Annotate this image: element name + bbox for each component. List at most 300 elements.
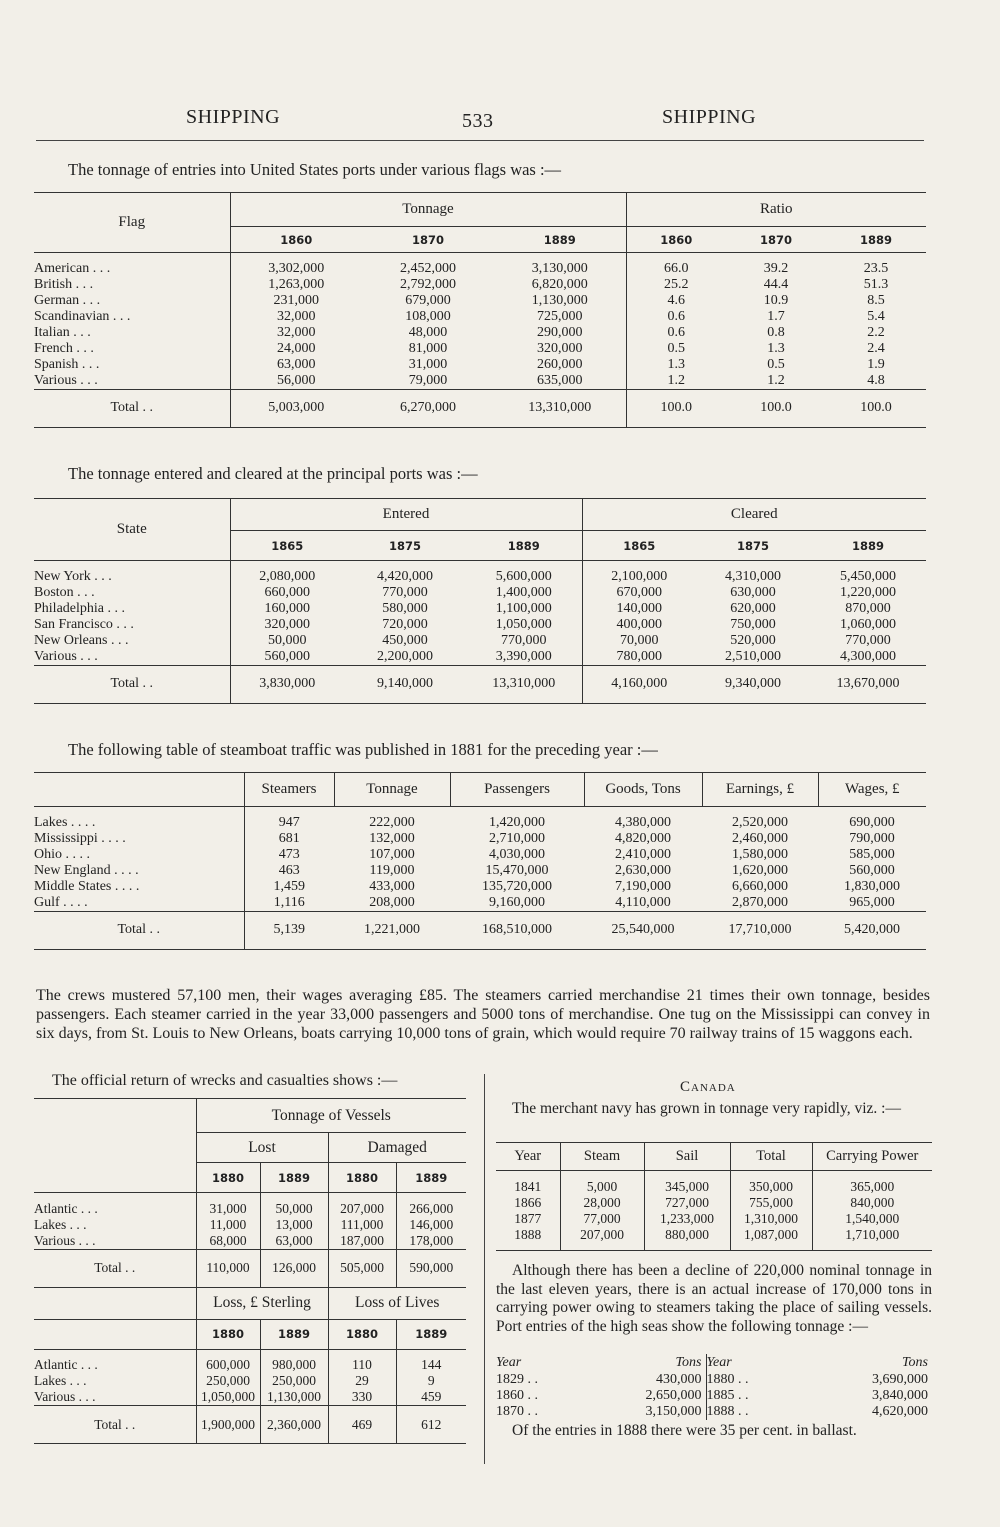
table-row bbox=[34, 633, 926, 649]
steam-cell: 4,110,000 bbox=[615, 894, 671, 910]
wrecks-lives-cell: 459 bbox=[396, 1389, 466, 1406]
flags-row-label: Italian . . . bbox=[34, 324, 91, 340]
flags-cell: 1.3 bbox=[767, 340, 785, 356]
ports-cell: 2,510,000 bbox=[725, 648, 781, 664]
flags-total-cell: 13,310,000 bbox=[528, 400, 592, 415]
wrecks-sub-lost: Lost bbox=[196, 1133, 328, 1163]
flags-row-label: Scandinavian . . . bbox=[34, 308, 131, 324]
ports-cell: 1,220,000 bbox=[840, 584, 896, 600]
entries-col-header: Tons bbox=[675, 1355, 702, 1370]
ports-table bbox=[34, 498, 926, 704]
wrecks-lives-total-cell: 612 bbox=[396, 1406, 466, 1444]
flags-cell: 81,000 bbox=[408, 340, 448, 356]
entries-cell: 4,620,000 bbox=[872, 1404, 928, 1419]
canada-cell: 840,000 bbox=[812, 1195, 932, 1211]
canada-cell: 1866 bbox=[514, 1194, 542, 1210]
flags-row-label: German . . . bbox=[34, 292, 101, 308]
column-divider bbox=[484, 1074, 485, 1464]
canada-cell: 5,000 bbox=[560, 1171, 644, 1195]
table-row bbox=[496, 1404, 932, 1420]
table-row bbox=[34, 561, 926, 585]
wrecks-total-cell: 590,000 bbox=[396, 1249, 466, 1287]
table-row bbox=[34, 1389, 466, 1406]
flags-cell: 0.8 bbox=[767, 324, 785, 340]
flags-total-cell: 100.0 bbox=[860, 400, 892, 415]
flags-cell: 79,000 bbox=[408, 372, 448, 388]
flags-cell: 2.2 bbox=[867, 324, 885, 340]
ports-group-entered: Entered bbox=[230, 499, 582, 531]
steam-cell: 222,000 bbox=[369, 814, 415, 830]
flags-cell: 3,130,000 bbox=[531, 260, 588, 276]
flags-cell: 2.4 bbox=[867, 340, 885, 356]
table-row bbox=[34, 831, 926, 847]
steam-cell: 1,830,000 bbox=[844, 878, 900, 894]
canada-cell: 1,087,000 bbox=[730, 1227, 812, 1251]
canada-intro: The merchant navy has grown in tonnage very rapidly, viz. :— bbox=[512, 1100, 901, 1117]
table-row bbox=[34, 863, 926, 879]
flags-cell: 32,000 bbox=[230, 325, 362, 341]
flags-cell: 4.8 bbox=[867, 372, 885, 388]
steam-table bbox=[34, 772, 926, 950]
flags-cell: 6,820,000 bbox=[531, 276, 588, 292]
canada-col-header: Steam bbox=[560, 1143, 644, 1171]
table-row bbox=[496, 1171, 932, 1195]
flags-cell: 231,000 bbox=[230, 293, 362, 309]
entries-cell: 430,000 bbox=[656, 1372, 702, 1387]
ports-cell: 780,000 bbox=[582, 649, 696, 666]
canada-cell: 207,000 bbox=[560, 1227, 644, 1251]
flags-intro: The tonnage of entries into United States ports under various flags was :— bbox=[68, 160, 562, 179]
wrecks-lives-row-label: Atlantic . . . bbox=[34, 1357, 98, 1372]
table-row bbox=[496, 1388, 932, 1404]
canada-col-header: Sail bbox=[644, 1143, 730, 1171]
steam-cell: 119,000 bbox=[369, 862, 415, 878]
steam-cell: 681 bbox=[244, 831, 334, 847]
ports-cell: 560,000 bbox=[230, 649, 344, 666]
steam-col-header: Passengers bbox=[450, 773, 584, 807]
steam-cell: 208,000 bbox=[369, 894, 415, 910]
wrecks-total-label: Total . . bbox=[94, 1260, 136, 1275]
ports-cell: 770,000 bbox=[845, 632, 891, 648]
steam-cell: 15,470,000 bbox=[485, 862, 549, 878]
page-number: 533 bbox=[462, 110, 494, 132]
table-row bbox=[34, 1349, 466, 1373]
ports-cell: 770,000 bbox=[501, 632, 547, 648]
table-row bbox=[34, 253, 926, 277]
flags-year-header: 1889 bbox=[859, 232, 892, 247]
total-row bbox=[34, 1406, 466, 1444]
ports-total-cell: 9,140,000 bbox=[377, 676, 433, 691]
wrecks-group: Tonnage of Vessels bbox=[196, 1099, 466, 1133]
table-row bbox=[496, 1211, 932, 1227]
table-row bbox=[34, 807, 926, 831]
wrecks-lives-total-label: Total . . bbox=[94, 1416, 136, 1432]
ports-cell: 720,000 bbox=[382, 616, 428, 632]
ports-cell: 140,000 bbox=[582, 601, 696, 617]
steam-row-label: New England . . . . bbox=[34, 862, 139, 878]
table-row bbox=[34, 1193, 466, 1217]
steam-cell: 135,720,000 bbox=[482, 878, 552, 894]
steam-cell: 2,870,000 bbox=[732, 894, 788, 910]
wrecks-sub-loss-lives: Loss of Lives bbox=[328, 1287, 466, 1319]
wrecks-cell: 111,000 bbox=[328, 1217, 396, 1233]
steam-cell: 1,116 bbox=[244, 895, 334, 912]
canada-cell: 1888 bbox=[514, 1226, 542, 1242]
flags-cell: 56,000 bbox=[230, 373, 362, 390]
canada-cell: 727,000 bbox=[644, 1195, 730, 1211]
ports-cell: 400,000 bbox=[582, 617, 696, 633]
steam-cell: 1,459 bbox=[244, 879, 334, 895]
flags-cell: 31,000 bbox=[408, 356, 448, 372]
table-row bbox=[34, 879, 926, 895]
steam-cell: 2,710,000 bbox=[489, 830, 545, 846]
ports-group-cleared: Cleared bbox=[582, 499, 926, 531]
ports-row-label: New York . . . bbox=[34, 568, 112, 584]
canada-cell: 365,000 bbox=[812, 1171, 932, 1195]
wrecks-row-label: Atlantic . . . bbox=[34, 1200, 98, 1216]
page-header bbox=[0, 106, 1000, 136]
total-row bbox=[34, 911, 926, 949]
steam-intro: The following table of steamboat traffic was published in 1881 for the preceding year :— bbox=[68, 740, 658, 759]
flags-cell: 1.2 bbox=[767, 372, 785, 388]
steam-cell: 463 bbox=[244, 863, 334, 879]
ports-total-cell: 13,310,000 bbox=[492, 676, 556, 691]
flags-cell: 2,452,000 bbox=[400, 260, 456, 276]
wrecks-lives-cell: 980,000 bbox=[260, 1349, 328, 1373]
wrecks-total-cell: 126,000 bbox=[260, 1249, 328, 1287]
steam-cell: 4,380,000 bbox=[615, 814, 671, 830]
steam-cell: 1,420,000 bbox=[489, 814, 545, 830]
ports-cell: 520,000 bbox=[730, 632, 776, 648]
wrecks-lives-cell: 1,050,000 bbox=[196, 1389, 260, 1406]
flags-cell: 260,000 bbox=[537, 356, 583, 372]
canada-title: Canada bbox=[680, 1079, 736, 1095]
wrecks-year-header: 1880 bbox=[196, 1163, 260, 1193]
flags-cell: 2,792,000 bbox=[400, 276, 456, 292]
table-row bbox=[34, 1217, 466, 1233]
entries-cell: 1870 . . bbox=[496, 1404, 538, 1419]
steam-col-header: Wages, £ bbox=[818, 773, 926, 807]
steam-cell: 2,520,000 bbox=[732, 814, 788, 830]
wrecks-lives-cell: 250,000 bbox=[196, 1373, 260, 1389]
wrecks-cell: 50,000 bbox=[260, 1193, 328, 1217]
flags-row-label: American . . . bbox=[34, 260, 111, 276]
steam-cell: 2,630,000 bbox=[615, 862, 671, 878]
table-row bbox=[34, 847, 926, 863]
steam-total-label: Total . . bbox=[117, 922, 161, 937]
ports-cell: 4,310,000 bbox=[725, 568, 781, 584]
wrecks-cell: 187,000 bbox=[328, 1233, 396, 1250]
flags-cell: 25.2 bbox=[626, 277, 726, 293]
wrecks-lives-cell: 600,000 bbox=[196, 1349, 260, 1373]
table-row bbox=[34, 341, 926, 357]
flags-cell: 51.3 bbox=[863, 276, 889, 292]
ports-cell: 1,400,000 bbox=[495, 584, 552, 600]
ports-cell: 70,000 bbox=[582, 633, 696, 649]
table-row bbox=[34, 293, 926, 309]
wrecks-lives-cell: 1,130,000 bbox=[260, 1389, 328, 1406]
ports-total-cell: 3,830,000 bbox=[230, 665, 344, 703]
flags-year-header: 1860 bbox=[230, 227, 362, 253]
steam-total-cell: 5,420,000 bbox=[844, 922, 900, 937]
ports-cell: 580,000 bbox=[382, 600, 428, 616]
wrecks-lives-cell: 144 bbox=[396, 1349, 466, 1373]
ports-year-header: 1865 bbox=[230, 531, 344, 561]
ports-cell: 870,000 bbox=[845, 600, 891, 616]
table-row bbox=[34, 649, 926, 666]
canada-cell: 345,000 bbox=[644, 1171, 730, 1195]
table-row bbox=[34, 1373, 466, 1389]
canada-closing: Of the entries in 1888 there were 35 per cent. in ballast. bbox=[512, 1422, 857, 1439]
steam-cell: 1,620,000 bbox=[732, 862, 788, 878]
wrecks-lives-year-header: 1889 bbox=[260, 1319, 328, 1349]
steam-col-header: Tonnage bbox=[334, 773, 450, 807]
entries-cell: 2,650,000 bbox=[645, 1388, 702, 1403]
entries-cell: 1880 . . bbox=[706, 1372, 786, 1388]
steam-col-header: Earnings, £ bbox=[702, 773, 818, 807]
flags-total-label: Total . . bbox=[110, 400, 154, 415]
flags-cell: 320,000 bbox=[537, 340, 583, 356]
table-row bbox=[34, 617, 926, 633]
wrecks-lives-row-label: Various . . . bbox=[34, 1389, 96, 1404]
flags-table bbox=[34, 192, 926, 428]
table-row bbox=[34, 895, 926, 912]
wrecks-sub-loss-sterling: Loss, £ Sterling bbox=[196, 1287, 328, 1319]
table-row bbox=[34, 309, 926, 325]
wrecks-lives-cell: 250,000 bbox=[260, 1373, 328, 1389]
steam-cell: 965,000 bbox=[849, 894, 895, 910]
table-row bbox=[34, 1233, 466, 1250]
ports-row-label: San Francisco . . . bbox=[34, 616, 134, 632]
ports-cell: 1,100,000 bbox=[495, 600, 552, 616]
ports-year-header: 1865 bbox=[582, 531, 696, 561]
wrecks-corner bbox=[34, 1319, 196, 1349]
wrecks-lives-total-cell: 2,360,000 bbox=[260, 1406, 328, 1444]
wrecks-total-cell: 110,000 bbox=[196, 1249, 260, 1287]
ports-cell: 4,300,000 bbox=[840, 648, 896, 664]
ports-year-header: 1875 bbox=[736, 538, 769, 553]
flags-cell: 0.5 bbox=[626, 341, 726, 357]
steam-total-cell: 17,710,000 bbox=[728, 922, 792, 937]
steam-col-header: Goods, Tons bbox=[584, 773, 702, 807]
ports-total-cell: 9,340,000 bbox=[725, 676, 781, 691]
wrecks-cell: 146,000 bbox=[396, 1217, 466, 1233]
steam-total-cell: 1,221,000 bbox=[364, 922, 420, 937]
table-row bbox=[34, 357, 926, 373]
table-row bbox=[34, 601, 926, 617]
steam-col-header: Steamers bbox=[244, 773, 334, 807]
steam-cell: 2,410,000 bbox=[615, 846, 671, 862]
wrecks-year-header: 1880 bbox=[328, 1163, 396, 1193]
flags-total-cell: 100.0 bbox=[626, 389, 726, 427]
ports-cell: 50,000 bbox=[230, 633, 344, 649]
wrecks-cell: 31,000 bbox=[196, 1193, 260, 1217]
crews-paragraph: The crews mustered 57,100 men, their wages averaging £85. The steamers carried merchandise 21 times their own tonnage, besides passengers. Each steamer carried in the year 33,000 passengers and 5000 tons of merchandise. One tug on the Mississippi can convey in six days, from St. Louis to New Orleans, boats carrying 10,000 tons of grain, which would require 70 railway trains of 15 waggons each. bbox=[36, 987, 930, 1042]
flags-total-cell: 5,003,000 bbox=[230, 389, 362, 427]
canada-cell: 1841 bbox=[514, 1178, 542, 1194]
steam-cell: 6,660,000 bbox=[732, 878, 788, 894]
flags-row-label: French . . . bbox=[34, 340, 94, 356]
steam-row-label: Middle States . . . . bbox=[34, 878, 140, 894]
steam-row-label: Gulf . . . . bbox=[34, 894, 88, 910]
ports-year-header: 1889 bbox=[507, 538, 540, 553]
canada-cell: 1,233,000 bbox=[644, 1211, 730, 1227]
header-right: SHIPPING bbox=[662, 106, 757, 128]
ports-cell: 320,000 bbox=[230, 617, 344, 633]
entries-col-header: Year bbox=[496, 1355, 522, 1370]
flags-cell: 10.9 bbox=[763, 292, 789, 308]
steam-row-label: Ohio . . . . bbox=[34, 846, 90, 862]
wrecks-year-header: 1889 bbox=[260, 1163, 328, 1193]
wrecks-cell: 68,000 bbox=[196, 1233, 260, 1250]
canada-cell: 28,000 bbox=[560, 1195, 644, 1211]
ports-cell: 2,080,000 bbox=[230, 561, 344, 585]
flags-cell: 1,263,000 bbox=[230, 277, 362, 293]
flags-cell: 290,000 bbox=[537, 324, 583, 340]
canada-col-header: Year bbox=[514, 1148, 542, 1164]
wrecks-total-cell: 505,000 bbox=[328, 1249, 396, 1287]
canada-paragraph: Although there has been a decline of 220,000 nominal tonnage in the last eleven years, there is an actual increase of 170,000 tons in carrying power owing to steamers taking the place of sailing vessels. Port entries of the high seas show the following tonnage :— bbox=[496, 1262, 932, 1335]
ports-cell: 5,600,000 bbox=[495, 568, 552, 584]
canada-cell: 77,000 bbox=[560, 1211, 644, 1227]
ports-total-label: Total . . bbox=[110, 676, 154, 691]
flags-row-label: Spanish . . . bbox=[34, 356, 100, 372]
steam-cell: 690,000 bbox=[849, 814, 895, 830]
total-row bbox=[34, 389, 926, 427]
wrecks-lives-year-header: 1880 bbox=[196, 1319, 260, 1349]
ports-year-header: 1889 bbox=[851, 538, 884, 553]
canada-col-header: Carrying Power bbox=[812, 1143, 932, 1171]
flags-cell: 108,000 bbox=[405, 308, 451, 324]
wrecks-cell: 207,000 bbox=[328, 1193, 396, 1217]
ports-cell: 660,000 bbox=[230, 585, 344, 601]
wrecks-lives-total-cell: 469 bbox=[328, 1406, 396, 1444]
entries-cell: 1860 . . bbox=[496, 1388, 538, 1403]
wrecks-row-label: Various . . . bbox=[34, 1232, 96, 1248]
wrecks-sub-damaged: Damaged bbox=[328, 1133, 466, 1163]
ports-cell: 160,000 bbox=[230, 601, 344, 617]
canada-col-header: Total bbox=[730, 1143, 812, 1171]
flags-row-label: Various . . . bbox=[34, 372, 98, 388]
ports-cell: 4,420,000 bbox=[377, 568, 433, 584]
entries-cell: 1888 . . bbox=[706, 1404, 786, 1420]
flags-cell: 1.9 bbox=[867, 356, 885, 372]
flags-cell: 3,302,000 bbox=[230, 253, 362, 277]
flags-year-header: 1889 bbox=[543, 232, 576, 247]
flags-col-label: Flag bbox=[118, 214, 146, 230]
table-row bbox=[496, 1195, 932, 1211]
flags-cell: 48,000 bbox=[408, 324, 448, 340]
steam-cell: 4,030,000 bbox=[489, 846, 545, 862]
ports-cell: 770,000 bbox=[382, 584, 428, 600]
entries-cell: 1885 . . bbox=[706, 1388, 786, 1404]
steam-cell: 947 bbox=[244, 807, 334, 831]
ports-intro: The tonnage entered and cleared at the principal ports was :— bbox=[68, 464, 478, 483]
steam-row-label: Mississippi . . . . bbox=[34, 830, 126, 846]
canada-entries-table bbox=[496, 1354, 932, 1420]
steam-total-cell: 168,510,000 bbox=[482, 922, 552, 937]
flags-cell: 1.7 bbox=[767, 308, 785, 324]
ports-row-label: Boston . . . bbox=[34, 584, 95, 600]
flags-cell: 44.4 bbox=[763, 276, 789, 292]
ports-cell: 670,000 bbox=[582, 585, 696, 601]
ports-cell: 1,060,000 bbox=[840, 616, 896, 632]
wrecks-cell: 266,000 bbox=[396, 1193, 466, 1217]
steam-cell: 107,000 bbox=[369, 846, 415, 862]
flags-cell: 679,000 bbox=[405, 292, 451, 308]
canada-cell: 1,310,000 bbox=[730, 1211, 812, 1227]
canada-table bbox=[496, 1142, 932, 1251]
entries-cell: 3,150,000 bbox=[645, 1404, 702, 1419]
wrecks-lives-year-header: 1889 bbox=[396, 1319, 466, 1349]
flags-cell: 63,000 bbox=[230, 357, 362, 373]
flags-total-cell: 100.0 bbox=[760, 400, 792, 415]
ports-cell: 750,000 bbox=[730, 616, 776, 632]
steam-total-cell: 25,540,000 bbox=[611, 922, 675, 937]
flags-cell: 24,000 bbox=[230, 341, 362, 357]
ports-col-label: State bbox=[116, 521, 147, 537]
wrecks-cell: 178,000 bbox=[396, 1233, 466, 1250]
steam-cell: 473 bbox=[244, 847, 334, 863]
ports-total-cell: 13,670,000 bbox=[836, 676, 900, 691]
steam-cell: 1,580,000 bbox=[732, 846, 788, 862]
steam-cell: 585,000 bbox=[849, 846, 895, 862]
table-row bbox=[34, 325, 926, 341]
total-row bbox=[34, 1249, 466, 1287]
entries-cell: 1829 . . bbox=[496, 1372, 538, 1387]
canada-cell: 880,000 bbox=[644, 1227, 730, 1251]
table-row bbox=[496, 1372, 932, 1388]
table-row bbox=[34, 373, 926, 390]
wrecks-cell: 11,000 bbox=[196, 1217, 260, 1233]
entries-col-header: Year bbox=[706, 1354, 786, 1372]
header-left: SHIPPING bbox=[186, 106, 281, 128]
canada-cell: 1,540,000 bbox=[812, 1211, 932, 1227]
ports-row-label: Philadelphia . . . bbox=[34, 600, 125, 616]
ports-cell: 3,390,000 bbox=[495, 648, 552, 664]
flags-cell: 23.5 bbox=[863, 260, 889, 276]
wrecks-lives-total-cell: 1,900,000 bbox=[196, 1406, 260, 1444]
flags-cell: 0.6 bbox=[626, 309, 726, 325]
wrecks-cell: 13,000 bbox=[260, 1217, 328, 1233]
table-row bbox=[34, 277, 926, 293]
wrecks-lives-cell: 330 bbox=[328, 1389, 396, 1406]
canada-cell: 1,710,000 bbox=[812, 1227, 932, 1251]
wrecks-lives-cell: 29 bbox=[328, 1373, 396, 1389]
flags-group-tonnage: Tonnage bbox=[230, 193, 626, 227]
steam-total-cell: 5,139 bbox=[244, 911, 334, 949]
ports-cell: 620,000 bbox=[730, 600, 776, 616]
wrecks-cell: 63,000 bbox=[260, 1233, 328, 1250]
steam-cell: 560,000 bbox=[849, 862, 895, 878]
ports-cell: 630,000 bbox=[730, 584, 776, 600]
flags-year-header: 1860 bbox=[626, 227, 726, 253]
entries-col-header: Tons bbox=[902, 1355, 928, 1370]
flags-cell: 635,000 bbox=[537, 372, 583, 388]
ports-row-label: Various . . . bbox=[34, 648, 98, 664]
flags-cell: 1.3 bbox=[626, 357, 726, 373]
ports-cell: 2,100,000 bbox=[582, 561, 696, 585]
wrecks-lives-year-header: 1880 bbox=[328, 1319, 396, 1349]
steam-cell: 132,000 bbox=[369, 830, 415, 846]
flags-total-cell: 6,270,000 bbox=[400, 400, 456, 415]
flags-cell: 1.2 bbox=[626, 373, 726, 390]
flags-row-label: British . . . bbox=[34, 276, 94, 292]
entries-cell: 3,840,000 bbox=[872, 1388, 928, 1403]
steam-cell: 4,820,000 bbox=[615, 830, 671, 846]
wrecks-lives-row-label: Lakes . . . bbox=[34, 1373, 87, 1388]
wrecks-lives-cell: 9 bbox=[396, 1373, 466, 1389]
